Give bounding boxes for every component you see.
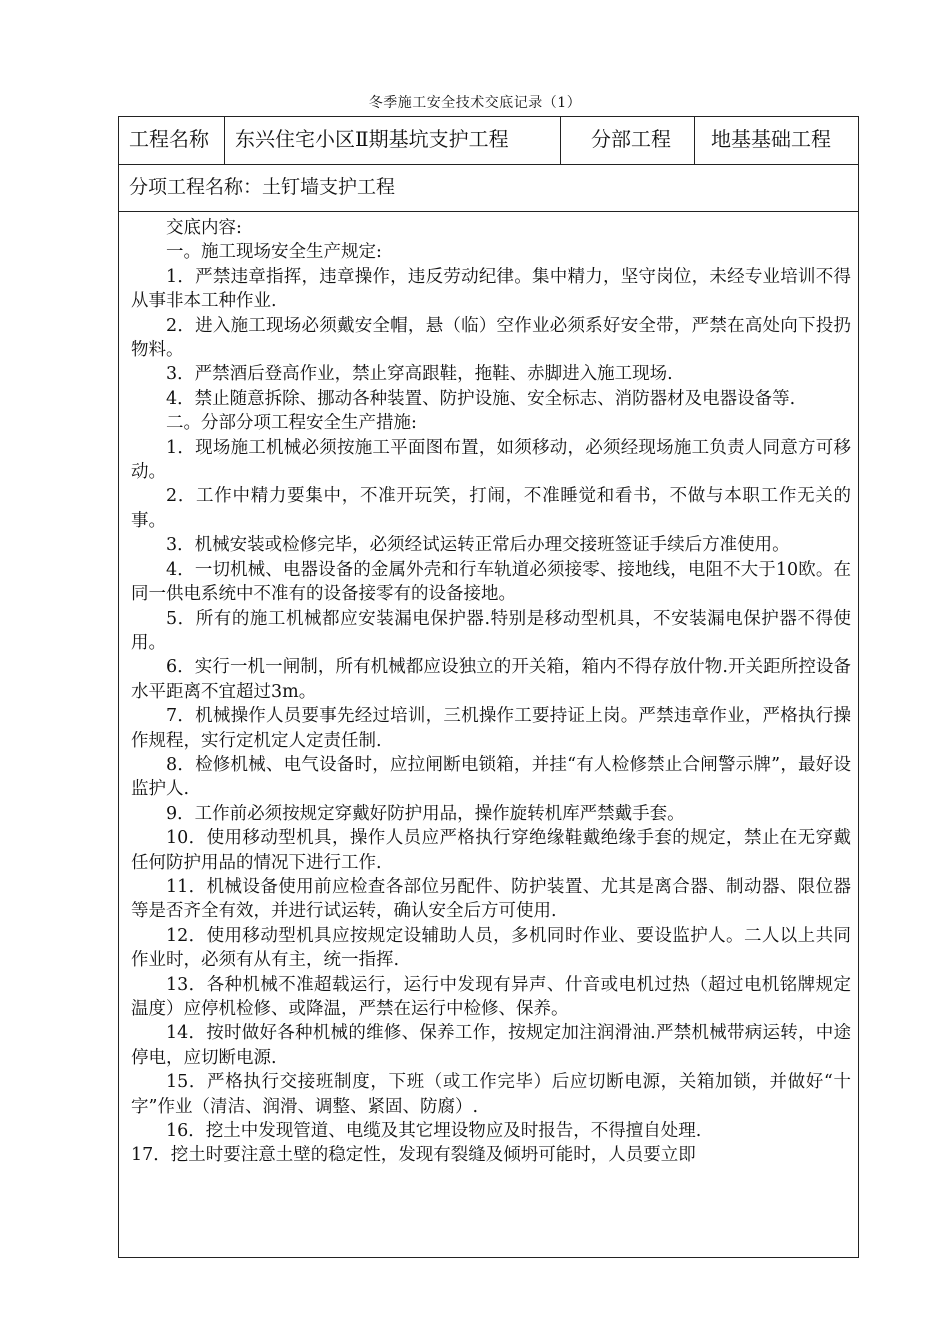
section-heading-2: 二。分部分项工程安全生产措施:: [166, 413, 417, 434]
list-item: 3．机械安装或检修完毕，必须经试运转正常后办理交接班签证手续后方准使用。: [166, 535, 790, 556]
division-value: 地基基础工程: [711, 127, 831, 151]
list-item: 16．挖土中发现管道、电缆及其它埋设物应及时报告，不得擅自处理.: [166, 1121, 702, 1142]
list-item: 1．现场施工机械必须按施工平面图布置，如须移动，必须经现场施工负责人同意方可移动。: [131, 437, 851, 483]
section-heading-1: 一。施工现场安全生产规定:: [166, 242, 382, 263]
list-item: 4．一切机械、电器设备的金属外壳和行车轨道必须接零、接地线，电阻不大于10欧。在同一供电系统中不准有的设备接零有的设备接地。: [131, 559, 851, 605]
list-item: 5．所有的施工机械都应安装漏电保护器.特别是移动型机具，不安装漏电保护器不得使用。: [131, 608, 851, 653]
division-label: 分部工程: [561, 117, 695, 164]
list-item: 2．工作中精力要集中，不准开玩笑，打闹，不准睡觉和看书，不做与本职工作无关的事。: [131, 486, 851, 531]
list-item: 10．使用移动型机具，操作人员应严格执行穿绝缘鞋戴绝缘手套的规定，禁止在无穿戴任何防护用品的情况下进行工作.: [131, 828, 851, 873]
list-item: 1．严禁违章指挥，违章操作，违反劳动纪律。集中精力，坚守岗位，未经专业培训不得从事非本工种作业.: [131, 266, 851, 312]
list-item: 17．挖土时要注意土壁的稳定性，发现有裂缝及倾坍可能时，人员要立即: [131, 1145, 696, 1166]
header-row: [119, 117, 858, 165]
list-item: 8．检修机械、电气设备时，应拉闸断电锁箱，并挂“有人检修禁止合闸警示牌”，最好设监护人.: [131, 754, 851, 800]
list-item: 6．实行一机一闸制，所有机械都应设独立的开关箱，箱内不得存放什物.开关距所控设备水平距离不宜超过3m。: [131, 657, 851, 702]
list-item: 12．使用移动型机具应按规定设辅助人员，多机同时作业、要设监护人。二人以上共同作业时，必须有从有主，统一指挥.: [131, 925, 851, 971]
list-item: 7．机械操作人员要事先经过培训，三机操作工要持证上岗。严禁违章作业，严格执行操作规程，实行定机定人定责任制.: [131, 706, 851, 751]
list-item: 14．按时做好各种机械的维修、保养工作，按规定加注润滑油.严禁机械带病运转，中途停电，应切断电源.: [131, 1023, 851, 1068]
document-title: 冬季施工安全技术交底记录（1）: [368, 95, 582, 111]
list-item: 13．各种机械不准超载运行，运行中发现有异声、什音或电机过热（超过电机铭牌规定温度）应停机检修、或降温，严禁在运行中检修、保养。: [131, 974, 851, 1019]
project-name-value: 东兴住宅小区Ⅱ期基坑支护工程: [225, 117, 561, 164]
disclosure-content: [131, 216, 851, 1168]
list-item: 15．严格执行交接班制度，下班（或工作完毕）后应切断电源，关箱加锁，并做好“十字”作业（清洁、润滑、调整、紧固、防腐）.: [131, 1072, 851, 1117]
list-item: 4．禁止随意拆除、挪动各种装置、防护设施、安全标志、消防器材及电器设备等.: [166, 388, 796, 409]
subitem-row: 分项工程名称：土钉墙支护工程: [119, 165, 858, 212]
list-item: 2．进入施工现场必须戴安全帽，悬（临）空作业必须系好安全带，严禁在高处向下投扔物料。: [131, 315, 851, 361]
record-table: [118, 116, 859, 1258]
list-item: 9．工作前必须按规定穿戴好防护用品，操作旋转机库严禁戴手套。: [166, 803, 685, 824]
list-item: 3．严禁酒后登高作业，禁止穿高跟鞋，拖鞋、赤脚进入施工现场.: [166, 364, 673, 385]
list-item: 11．机械设备使用前应检查各部位另配件、防护装置、尤其是离合器、制动器、限位器等是否齐全有效，并进行试运转，确认安全后方可使用.: [131, 876, 851, 922]
project-name-label: 工程名称: [119, 117, 225, 164]
content-heading: 交底内容:: [166, 218, 242, 238]
